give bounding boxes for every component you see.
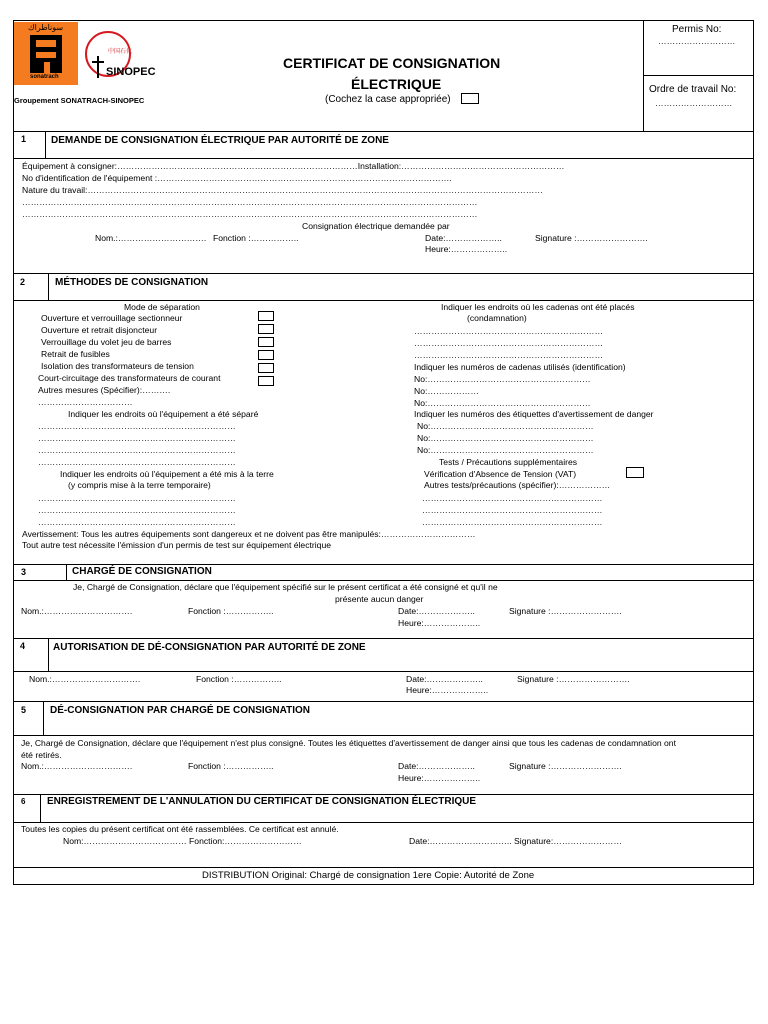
- s2-test-note: Tout autre test nécessite l'émission d'un permis de test sur équipement électrique: [22, 540, 331, 550]
- s1-fonction-field[interactable]: Fonction :……………..: [213, 233, 299, 243]
- s5-header-rule: [13, 735, 754, 736]
- s2-earth-subheader: (y compris mise à la terre temporaire): [68, 480, 211, 490]
- s2-earth-line[interactable]: ……………………………………………………………: [38, 517, 236, 527]
- s4-nom-field[interactable]: Nom.:………………………….: [29, 674, 141, 684]
- s2-header-rule: [13, 300, 754, 301]
- s5-top-rule: [13, 701, 754, 702]
- s1-header-rule: [13, 158, 754, 159]
- s2-separation-line[interactable]: ……………………………………………………………: [38, 445, 236, 455]
- s6-date-signature-field[interactable]: Date:……………………….. Signature:……………………: [409, 836, 622, 846]
- s3-signature-field[interactable]: Signature :…………………….: [509, 606, 622, 616]
- s1-nature-field[interactable]: Nature du travail:……………………………………………………………………………………………………………………………………………: [22, 185, 543, 195]
- s2-tagnum-line[interactable]: No:…………………………………………………: [417, 445, 594, 455]
- s4-title: AUTORISATION DE DÉ-CONSIGNATION PAR AUTORITÉ DE ZONE: [53, 642, 366, 653]
- s2-title: MÉTHODES DE CONSIGNATION: [55, 277, 209, 288]
- s2-tagnum-line[interactable]: No:…………………………………………………: [417, 421, 594, 431]
- s6-title: ENREGISTREMENT DE L'ANNULATION DU CERTIFICAT DE CONSIGNATION ÉLECTRIQUE: [47, 796, 477, 807]
- s2-tests-line[interactable]: ………………………………………………………: [422, 517, 603, 527]
- s2-separation-header: Indiquer les endroits où l'équipement a été séparé: [68, 409, 259, 419]
- s2-locks-line[interactable]: …………………………………………………………: [414, 338, 604, 348]
- s1-signature-field[interactable]: Signature :…………………….: [535, 233, 648, 243]
- s2-other-tests-field[interactable]: Autres tests/précautions (spécifier):………………: [424, 480, 611, 490]
- distribution-note: DISTRIBUTION Original: Chargé de consignation 1ere Copie: Autorité de Zone: [202, 870, 535, 881]
- s1-title: DEMANDE DE CONSIGNATION ÉLECTRIQUE PAR AUTORITÉ DE ZONE: [51, 135, 389, 146]
- s3-declaration-cont: présente aucun danger: [335, 594, 424, 604]
- s1-nom-field[interactable]: Nom.:………………………….: [95, 233, 207, 243]
- s4-num-divider: [48, 638, 49, 671]
- s3-top-rule: [13, 564, 754, 565]
- s5-declaration: Je, Chargé de Consignation, déclare que l'équipement n'est plus consigné. Toutes les étiquettes d'avertissement de danger ainsi que tous les cadenas de condamnation ont: [21, 738, 676, 748]
- s3-number: 3: [21, 567, 27, 577]
- s6-nom-fonction-field[interactable]: Nom:……………………………… Fonction:………………………: [63, 836, 302, 846]
- permis-field[interactable]: ………………………: [658, 36, 736, 46]
- s5-signature-field[interactable]: Signature :…………………….: [509, 761, 622, 771]
- s2-locks-subheader: (condamnation): [467, 313, 527, 323]
- header-bottom-rule: [13, 131, 754, 132]
- sinopec-chinese: 中国石化: [108, 49, 133, 55]
- s1-nature-line3[interactable]: ……………………………………………………………………………………………………………………………………………: [22, 209, 478, 219]
- s5-date-field[interactable]: Date:………………..: [398, 761, 475, 771]
- s1-equipment-field[interactable]: Équipement à consigner:…………………………………………………………………………Installation:…………………………………………………: [22, 161, 565, 171]
- s5-number: 5: [21, 705, 27, 715]
- s3-fonction-field[interactable]: Fonction :……………..: [188, 606, 274, 616]
- s2-locknum-line[interactable]: No:………………: [414, 386, 479, 396]
- s2-earth-line[interactable]: ……………………………………………………………: [38, 505, 236, 515]
- s2-mode-item: Ouverture et verrouillage sectionneur: [41, 313, 183, 323]
- s2-locknum-line[interactable]: No:…………………………………………………: [414, 374, 591, 384]
- s2-separation-line[interactable]: ……………………………………………………………: [38, 421, 236, 431]
- s6-top-rule: [13, 794, 754, 795]
- s5-fonction-field[interactable]: Fonction :……………..: [188, 761, 274, 771]
- s4-heure-field[interactable]: Heure:………………..: [406, 685, 489, 695]
- header-right-divider: [643, 75, 754, 76]
- s4-number: 4: [20, 641, 26, 651]
- s3-nom-field[interactable]: Nom.:………………………….: [21, 606, 133, 616]
- sinopec-logo: [84, 26, 156, 84]
- s2-top-rule: [13, 273, 754, 274]
- s5-num-divider: [43, 701, 44, 735]
- s2-earth-header: Indiquer les endroits où l'équipement a été mis à la terre: [60, 469, 274, 479]
- s1-id-field[interactable]: No d'identification de l'équipement :………………………………………………………………………………………….: [22, 173, 452, 183]
- s2-mode-checkbox[interactable]: [258, 311, 274, 321]
- s2-mode-other-line[interactable]: ……………………………: [38, 397, 133, 407]
- s2-mode-checkbox[interactable]: [258, 363, 274, 373]
- s2-mode-item: Isolation des transformateurs de tension: [41, 361, 194, 371]
- s3-title: CHARGÉ DE CONSIGNATION: [72, 566, 212, 577]
- s2-mode-item: Retrait de fusibles: [41, 349, 110, 359]
- s2-vat-label: Vérification d'Absence de Tension (VAT): [424, 469, 577, 479]
- s2-mode-checkbox[interactable]: [258, 350, 274, 360]
- distribution-rule: [13, 867, 754, 868]
- s2-number: 2: [20, 277, 26, 287]
- s5-title: DÉ-CONSIGNATION PAR CHARGÉ DE CONSIGNATION: [50, 705, 311, 716]
- s2-tests-line[interactable]: ………………………………………………………: [422, 493, 603, 503]
- s1-date-field[interactable]: Date:………………..: [425, 233, 502, 243]
- s4-signature-field[interactable]: Signature :…………………….: [517, 674, 630, 684]
- ordre-label: Ordre de travail No:: [649, 84, 737, 95]
- s2-locknum-line[interactable]: No:…………………………………………………: [414, 398, 591, 408]
- s2-mode-checkbox[interactable]: [258, 376, 274, 386]
- title-note: (Cochez la case appropriée): [325, 94, 451, 105]
- s2-tagnum-line[interactable]: No:…………………………………………………: [417, 433, 594, 443]
- s2-earth-line[interactable]: ……………………………………………………………: [38, 493, 236, 503]
- s5-declaration-cont: été retirés.: [21, 750, 62, 760]
- s2-locks-header: Indiquer les endroits où les cadenas ont été placés: [441, 302, 635, 312]
- s1-heure-field[interactable]: Heure:………………..: [425, 244, 508, 254]
- s4-fonction-field[interactable]: Fonction :……………..: [196, 674, 282, 684]
- s2-warning: Avertissement: Tous les autres équipements sont dangereux et ne doivent pas être manipulés:……………………………: [22, 529, 476, 539]
- s5-heure-field[interactable]: Heure:………………..: [398, 773, 481, 783]
- s3-date-field[interactable]: Date:………………..: [398, 606, 475, 616]
- title-checkbox[interactable]: [461, 93, 479, 104]
- s6-num-divider: [40, 794, 41, 822]
- s2-mode-other-field[interactable]: Autres mesures (Spécifier):……….: [38, 385, 171, 395]
- s2-locks-line[interactable]: …………………………………………………………: [414, 350, 604, 360]
- s2-locks-line[interactable]: …………………………………………………………: [414, 326, 604, 336]
- s3-num-divider: [66, 564, 67, 580]
- form-title-line2: ÉLECTRIQUE: [351, 76, 442, 92]
- s1-num-divider: [45, 131, 46, 158]
- s2-mode-checkbox[interactable]: [258, 324, 274, 334]
- s1-nature-line2[interactable]: ……………………………………………………………………………………………………………………………………………: [22, 197, 478, 207]
- s2-tests-header: Tests / Précautions supplémentaires: [439, 457, 578, 467]
- s2-separation-line[interactable]: ……………………………………………………………: [38, 433, 236, 443]
- s2-vat-checkbox[interactable]: [626, 467, 644, 478]
- s2-tests-line[interactable]: ………………………………………………………: [422, 505, 603, 515]
- s6-text: Toutes les copies du présent certificat ont été rassemblées. Ce certificat est annulé.: [21, 824, 339, 834]
- s3-heure-field[interactable]: Heure:………………..: [398, 618, 481, 628]
- ordre-field[interactable]: ………………………: [655, 98, 733, 108]
- s2-tagnum-header: Indiquer les numéros des étiquettes d'avertissement de danger: [414, 409, 654, 419]
- s3-declaration: Je, Chargé de Consignation, déclare que l'équipement spécifié sur le présent certificat a été consigné et qu'il ne: [73, 582, 498, 592]
- s2-separation-line[interactable]: ……………………………………………………………: [38, 457, 236, 467]
- s6-header-rule: [13, 822, 754, 823]
- s2-num-divider: [48, 273, 49, 300]
- s5-nom-field[interactable]: Nom.:………………………….: [21, 761, 133, 771]
- s2-mode-item: Ouverture et retrait disjoncteur: [41, 325, 158, 335]
- groupement-label: Groupement SONATRACH-SINOPEC: [14, 96, 145, 105]
- s1-number: 1: [21, 134, 27, 144]
- sonatrach-arabic: سوناطراك: [28, 23, 64, 32]
- s6-number: 6: [21, 797, 26, 806]
- s3-header-rule: [13, 580, 754, 581]
- s1-requested-by: Consignation électrique demandée par: [302, 221, 450, 231]
- s2-mode-header: Mode de séparation: [124, 302, 200, 312]
- sinopec-wordmark: SINOPEC: [106, 66, 156, 78]
- s2-locknum-header: Indiquer les numéros de cadenas utilisés (identification): [414, 362, 626, 372]
- s4-header-rule: [13, 671, 754, 672]
- form-title-line1: CERTIFICAT DE CONSIGNATION: [283, 55, 501, 71]
- permis-label: Permis No:: [672, 24, 722, 35]
- s4-top-rule: [13, 638, 754, 639]
- sonatrach-logo: [14, 22, 78, 85]
- sonatrach-wordmark: sonatrach: [30, 74, 59, 80]
- s2-mode-item: Court-circuitage des transformateurs de courant: [38, 373, 221, 383]
- s4-date-field[interactable]: Date:………………..: [406, 674, 483, 684]
- s2-mode-checkbox[interactable]: [258, 337, 274, 347]
- s2-mode-item: Verrouillage du volet jeu de barres: [41, 337, 172, 347]
